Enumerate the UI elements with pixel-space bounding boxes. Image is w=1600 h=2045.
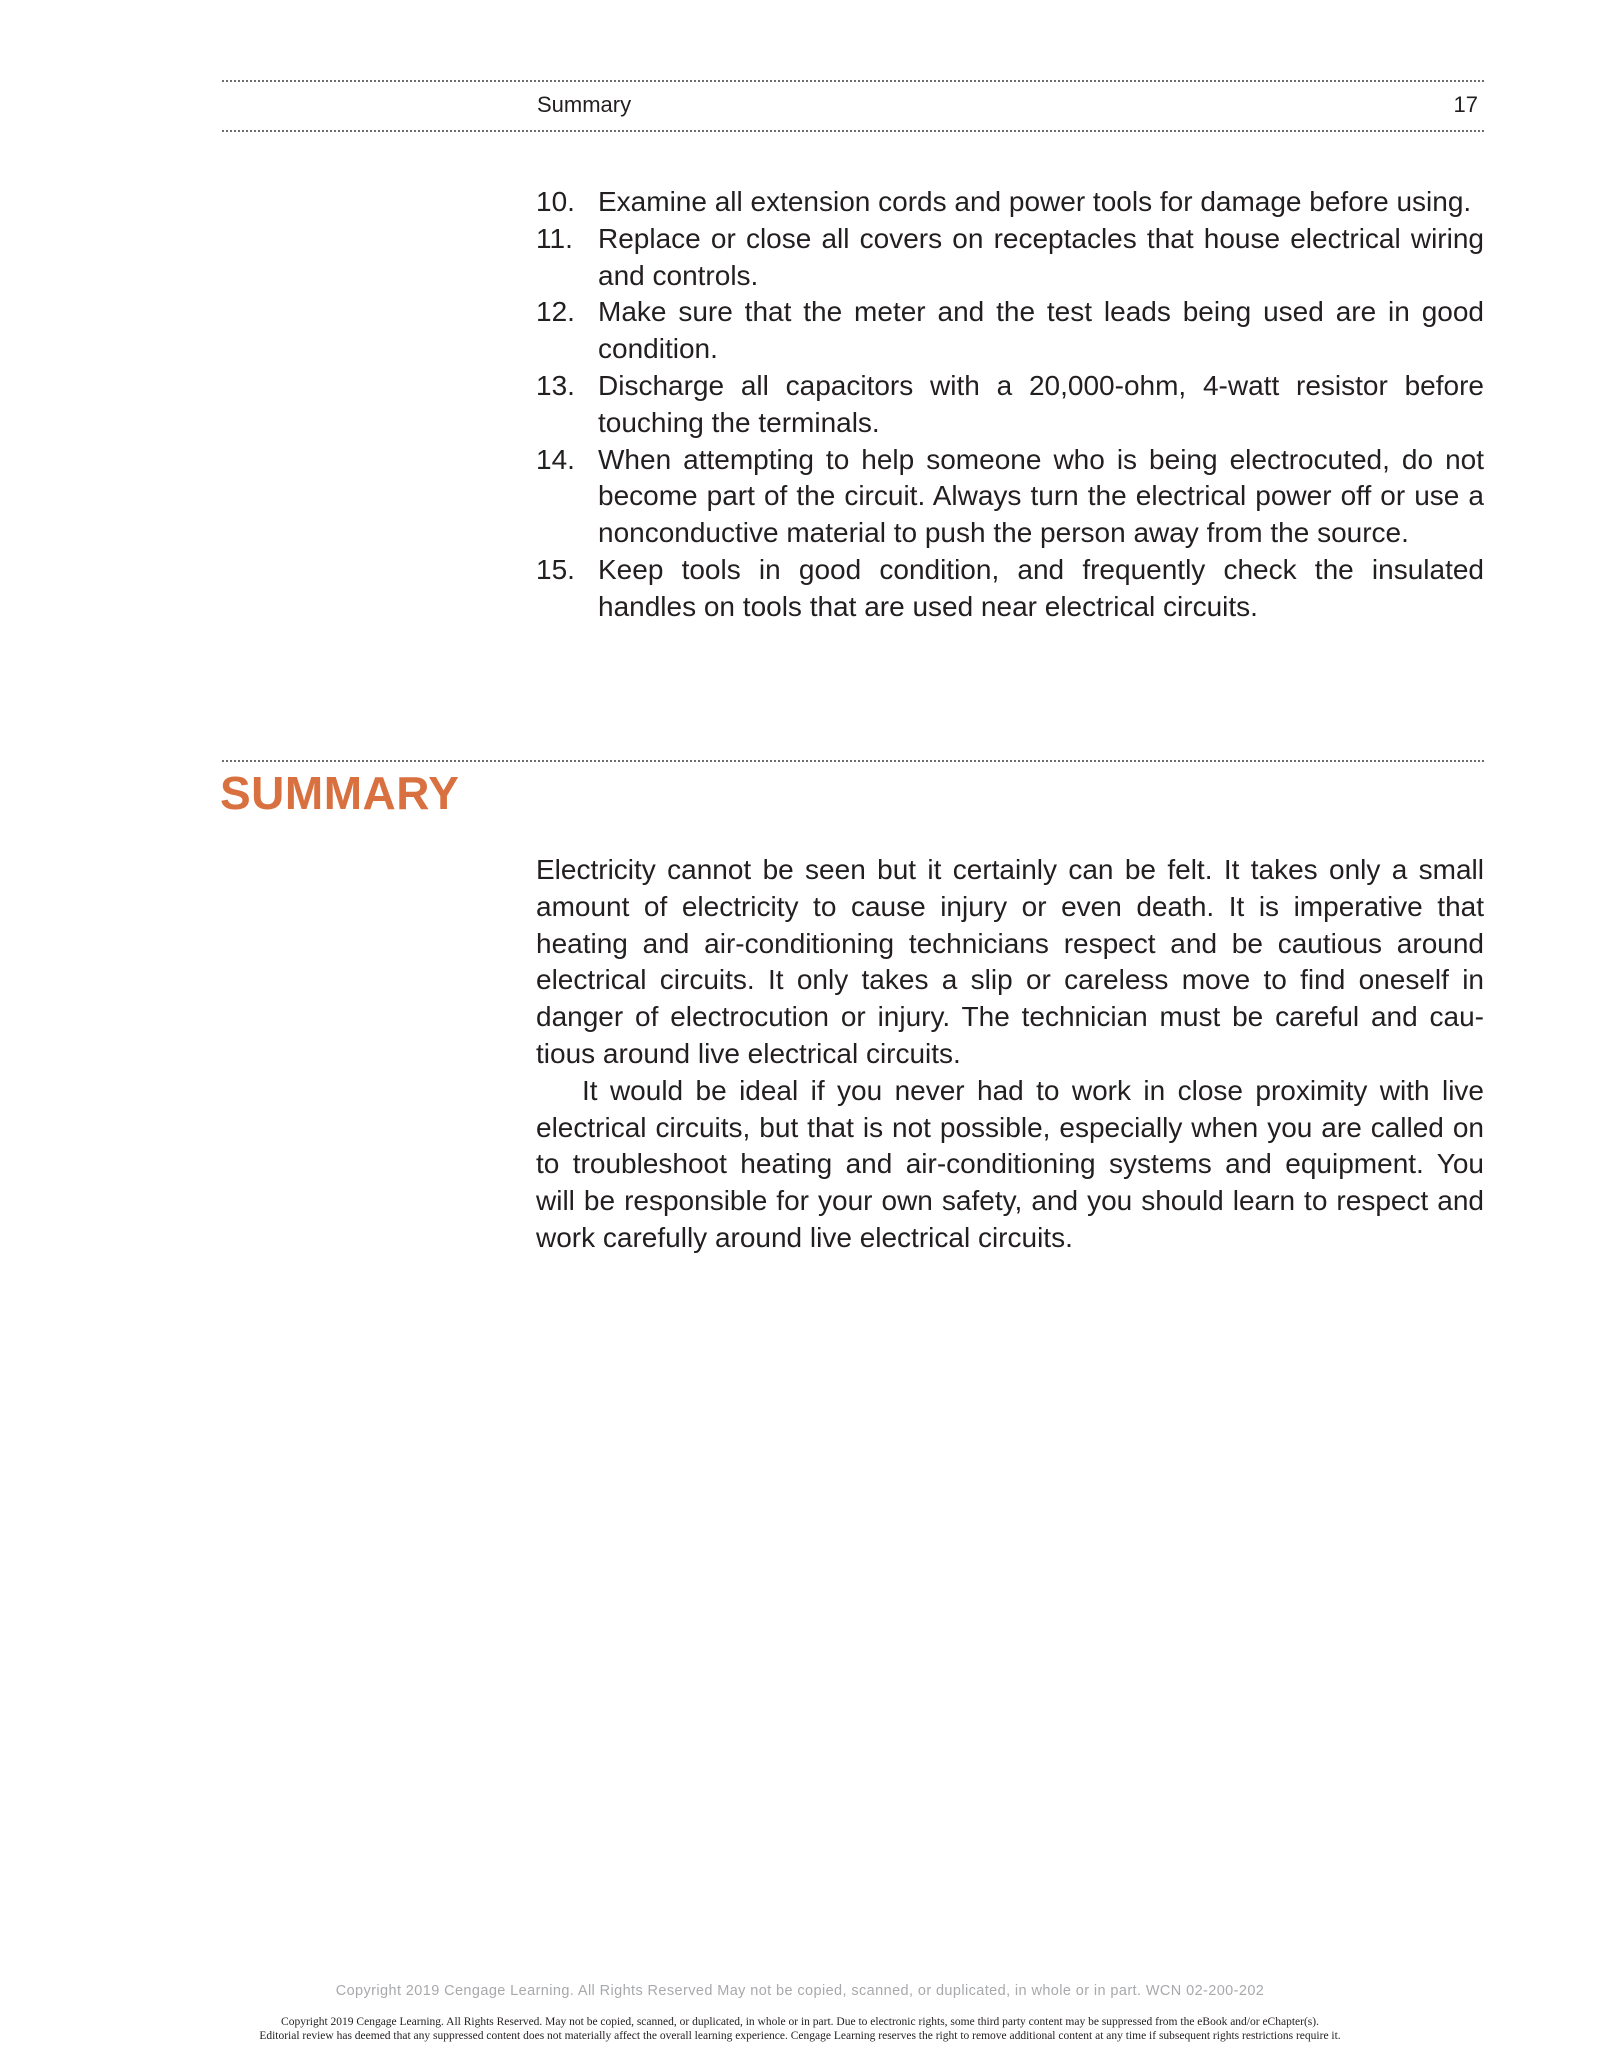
list-item-text: When attempting to help someone who is being electrocuted, do not become part of the circuit. Always turn the electrical power off or use a nonconductive material to push the person away from the source.: [598, 443, 1484, 549]
list-item-number: 15.: [536, 553, 575, 585]
list-item-number: 13.: [536, 369, 575, 401]
list-item: [536, 184, 1484, 221]
legal-notice-line-1: Copyright 2019 Cengage Learning. All Rights Reserved. May not be copied, scanned, or duplicated, in whole or in part. Due to electronic rights, some third party content may be suppressed from the eBook and/or eChapter(s).: [281, 2016, 1319, 2028]
list-item-number: 11.: [536, 222, 573, 254]
list-item-number: 14.: [536, 443, 575, 475]
list-item-number: 12.: [536, 296, 575, 328]
summary-body: [536, 852, 1484, 1257]
safety-rules-list: [536, 184, 1484, 626]
header-bottom-rule: [222, 130, 1484, 132]
summary-paragraph: Electricity cannot be seen but it certainly can be felt. It takes only a small amount of electricity to cause injury or even death. It is imperative that heating and air-conditioning technicians respect and be cautious around electrical circuits. It only takes a slip or careless move to find oneself in danger of electrocution or injury. The technician must be careful and cau-tious around live electrical circuits.: [536, 854, 1484, 1069]
list-item-text: Examine all extension cords and power tools for damage before using.: [598, 186, 1472, 217]
copyright-watermark: Copyright 2019 Cengage Learning. All Rights Reserved May not be copied, scanned, or duplicated, in whole or in part. WCN 02-200-202: [335, 1983, 1265, 1999]
list-item-text: Replace or close all covers on receptacles that house electrical wiring and controls.: [598, 222, 1484, 291]
list-item-text: Make sure that the meter and the test leads being used are in good condition.: [598, 296, 1484, 365]
list-item-text: Keep tools in good condition, and frequently check the insulated handles on tools that are used near electrical circuits.: [598, 553, 1484, 622]
list-item: [536, 442, 1484, 552]
list-item: [536, 221, 1484, 295]
legal-notice-line-2: Editorial review has deemed that any suppressed content does not materially affect the overall learning experience. Cengage Learning reserves the right to remove additional content at any time if subsequent rights restrictions require it.: [259, 2030, 1341, 2042]
list-item: [536, 368, 1484, 442]
list-item-number: 10.: [536, 186, 575, 217]
list-item: [536, 552, 1484, 626]
header-top-rule: [222, 80, 1484, 82]
summary-heading: SUMMARY: [220, 767, 460, 819]
section-rule: [222, 760, 1484, 762]
list-item: [536, 294, 1484, 368]
list-item-text: Discharge all capacitors with a 20,000-ohm, 4-watt resistor before touching the terminals.: [598, 369, 1484, 438]
summary-paragraph: It would be ideal if you never had to work in close proximity with live electrical circuits, but that is not possible, especially when you are called on to troubleshoot heating and air-conditioning systems and equipment. You will be responsible for your own safety, and you should learn to respect and work carefully around live electrical circuits.: [536, 1074, 1484, 1253]
running-header-title: Summary: [537, 92, 632, 117]
page-number: 17: [1453, 92, 1478, 117]
